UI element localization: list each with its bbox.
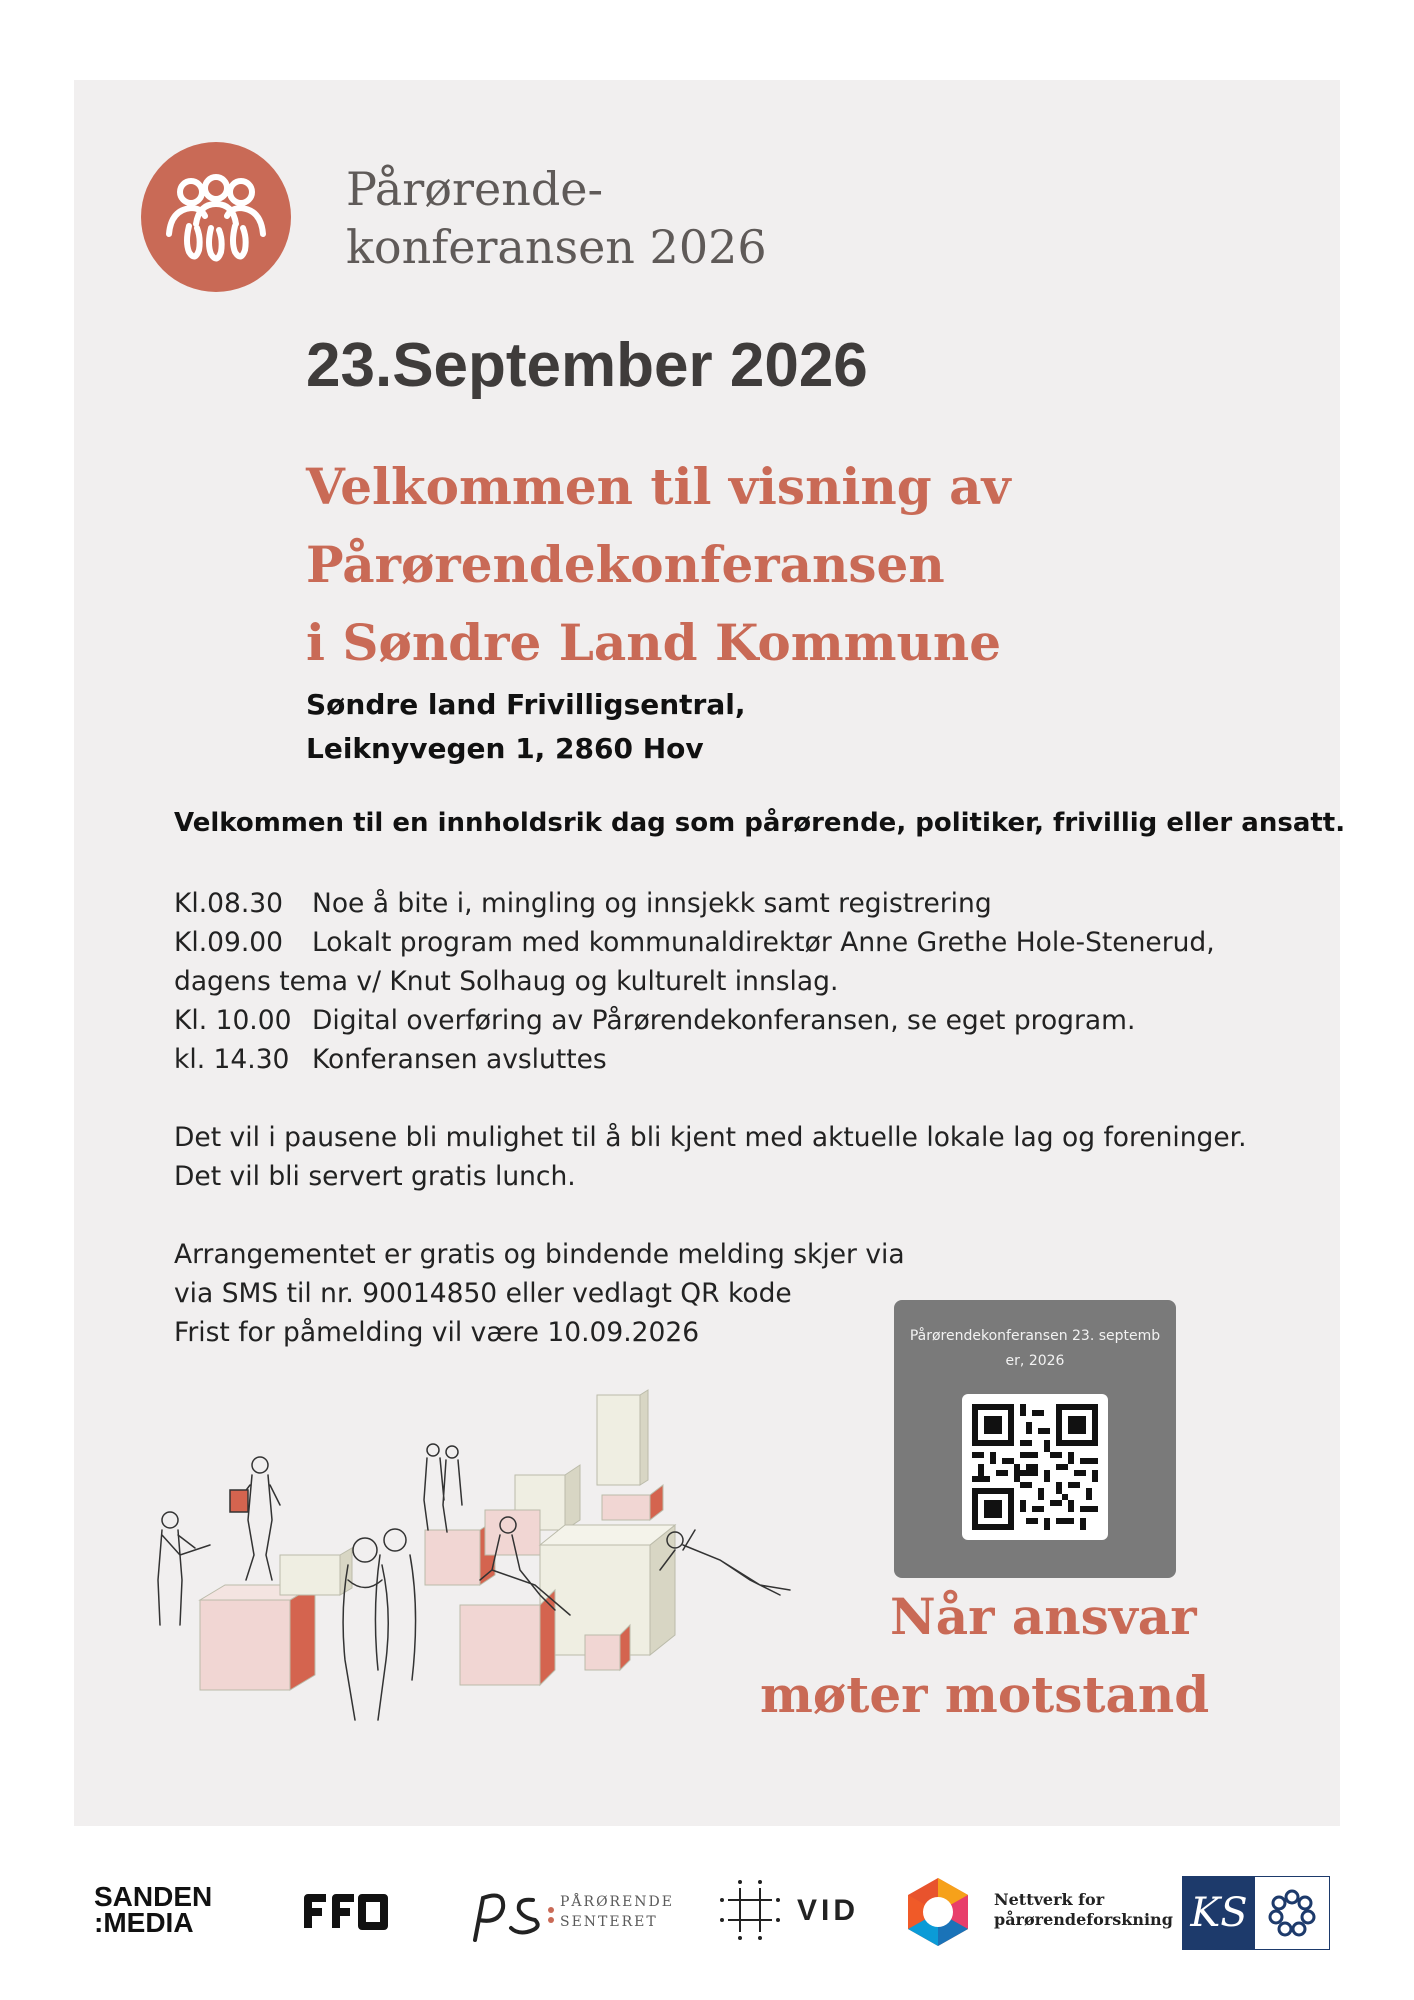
info-line2: Det vil bli servert gratis lunch.: [174, 1161, 576, 1192]
ps-line1: PÅRØRENDE: [560, 1894, 675, 1910]
schedule-time: Kl. 10.00: [174, 1005, 292, 1036]
ffo-logo-icon: [300, 1890, 392, 1934]
qr-caption-line2: er, 2026: [1005, 1353, 1065, 1369]
welcome-line3: i Søndre Land Kommune: [306, 613, 1002, 672]
sanden-line2: :MEDIA: [94, 1907, 194, 1938]
ks-text: KS: [1183, 1877, 1255, 1949]
welcome-heading: [306, 448, 1306, 682]
qr-code-icon: [972, 1404, 1098, 1530]
registration-line1: Arrangementet er gratis og bindende melding skjer via: [174, 1239, 905, 1270]
venue-address: [306, 683, 1206, 771]
welcome-line2: Pårørendekonferansen: [306, 535, 945, 594]
schedule-row-continuation: dagens tema v/ Knut Solhaug og kulturelt innslag.: [174, 966, 839, 997]
ks-logo: [1182, 1876, 1330, 1950]
nett-line2: pårørendeforskning: [994, 1910, 1173, 1929]
venue-line2: Leiknyvegen 1, 2860 Hov: [306, 732, 704, 765]
qr-registration-box[interactable]: [894, 1300, 1176, 1578]
schedule-row: [174, 1001, 1334, 1040]
sponsor-footer: [0, 1870, 1414, 1980]
registration-line2: via SMS til nr. 90014850 eller vedlagt QR kode: [174, 1278, 792, 1309]
conference-title-line2: konferansen 2026: [346, 220, 767, 274]
schedule-text: Konferansen avsluttes: [312, 1044, 607, 1075]
info-line1: Det vil i pausene bli mulighet til å bli kjent med aktuelle lokale lag og foreninger.: [174, 1122, 1247, 1153]
intro-text: Velkommen til en innholdsrik dag som pårørende, politiker, frivillig eller ansatt.: [174, 808, 1346, 838]
event-date: 23.September 2026: [306, 331, 868, 400]
parorende-senteret-logo: [560, 1892, 674, 1932]
schedule-text: Noe å bite i, mingling og innsjekk samt registrering: [312, 888, 992, 919]
sanden-line1: SANDEN: [94, 1881, 213, 1912]
registration-line3: Frist for påmelding vil være 10.09.2026: [174, 1317, 700, 1348]
venue-line1: Søndre land Frivilligsentral,: [306, 688, 746, 721]
vid-logo: VID: [797, 1894, 860, 1927]
tagline: [760, 1578, 1320, 1734]
three-people-icon: [141, 142, 291, 292]
ps-logo-icon: [465, 1880, 555, 1950]
schedule-text: Lokalt program med kommunaldirektør Anne Grethe Hole-Stenerud,: [312, 927, 1215, 958]
ks-ring-icon: [1255, 1877, 1329, 1949]
schedule-row: [174, 1040, 1334, 1079]
conference-title-line1: Pårørende-: [346, 162, 604, 216]
ks-emblem: [1255, 1877, 1329, 1949]
schedule-time: Kl.09.00: [174, 927, 284, 958]
qr-caption-line1: Pårørendekonferansen 23. septemb: [909, 1328, 1161, 1344]
ps-line2: SENTERET: [560, 1914, 658, 1930]
vid-grid-icon: [718, 1878, 782, 1942]
schedule-text: Digital overføring av Pårørendekonferansen, se eget program.: [312, 1005, 1136, 1036]
tagline-line2: møter motstand: [760, 1665, 1210, 1724]
nett-line1: Nettverk for: [994, 1890, 1105, 1909]
qr-caption: [894, 1324, 1176, 1374]
schedule: [174, 884, 1334, 1079]
info-text: [174, 1118, 1334, 1196]
nettverk-hexagon-icon: [904, 1876, 972, 1948]
welcome-line1: Velkommen til visning av: [306, 457, 1011, 516]
conference-title: [346, 160, 946, 276]
people-and-blocks-illustration: [140, 1380, 840, 1760]
conference-logo: [141, 142, 291, 292]
sanden-media-logo: [94, 1881, 213, 1938]
schedule-time: Kl.08.30: [174, 888, 284, 919]
tagline-line1: Når ansvar: [890, 1587, 1197, 1646]
qr-code[interactable]: [962, 1394, 1108, 1540]
nettverk-parorendeforskning-logo: [994, 1890, 1173, 1930]
schedule-time: kl. 14.30: [174, 1044, 290, 1075]
schedule-row: [174, 923, 1334, 962]
schedule-row: [174, 884, 1334, 923]
